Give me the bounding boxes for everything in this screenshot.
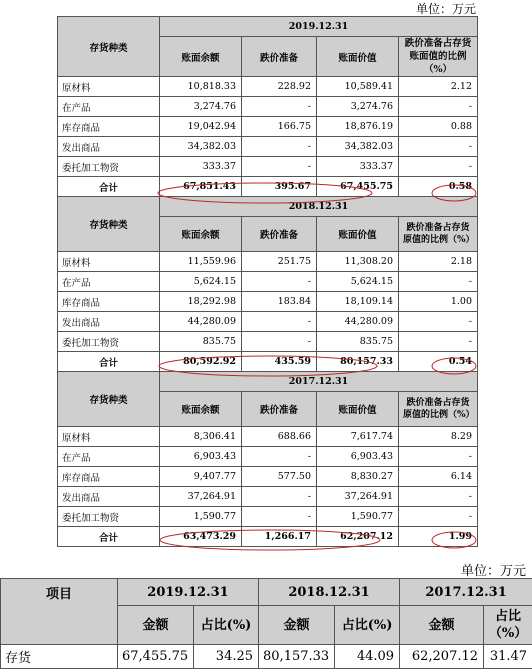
book-value-header: 账面价值: [317, 217, 399, 252]
unit-label-top: 单位：万元: [415, 2, 476, 16]
table-row: 在产品 3,274.76 - 3,274.76 -: [58, 97, 478, 117]
book-value-header: 账面价值: [317, 37, 399, 77]
table-row: 存货 67,455.75 34.25 80,157.33 44.09 62,207.12 31.47: [1, 645, 532, 669]
table-row: 原材料 10,818.33 228.92 10,589.41 2.12: [58, 77, 478, 97]
table-row: 发出商品 34,382.03 - 34,382.03 -: [58, 137, 478, 157]
share-header: 占比(%): [335, 606, 400, 645]
section-date-header: 2019.12.31: [160, 17, 478, 37]
table-row: 原材料 8,306.41 688.66 7,617.74 8.29: [58, 427, 478, 447]
section-2017-date-row: [58, 372, 478, 392]
summary-table: [0, 578, 532, 669]
summary-date-2019: 2019.12.31: [118, 579, 259, 606]
item-header: 项目: [1, 579, 118, 645]
amount-header: 金额: [118, 606, 194, 645]
provision-header: 跌价准备: [242, 392, 317, 427]
share-header: 占比(%): [194, 606, 259, 645]
row-label: 存货: [1, 645, 118, 669]
book-value-header: 账面价值: [317, 392, 399, 427]
book-balance-header: 账面余额: [160, 37, 242, 77]
ratio-header: 跌价准备占存货原值的比例（%）: [399, 392, 478, 427]
section-date-header: 2017.12.31: [160, 372, 478, 392]
table-row: 在产品 5,624.15 - 5,624.15 -: [58, 272, 478, 292]
table-row: 委托加工物资 333.37 - 333.37 -: [58, 157, 478, 177]
amount-header: 金额: [400, 606, 484, 645]
section-2019-date-row: [58, 17, 478, 37]
provision-header: 跌价准备: [242, 37, 317, 77]
summary-date-row: [1, 579, 532, 606]
book-balance-header: 账面余额: [160, 392, 242, 427]
share-header: 占比（%）: [484, 606, 532, 645]
category-header: 存货种类: [58, 372, 160, 427]
summary-date-2017: 2017.12.31: [400, 579, 532, 606]
summary-date-2018: 2018.12.31: [259, 579, 400, 606]
table-row: 原材料 11,559.96 251.75 11,308.20 2.18: [58, 252, 478, 272]
total-row-2018: 合计 80,592.92 435.59 80,157.33 0.54: [58, 352, 478, 372]
table-row: 发出商品 44,280.09 - 44,280.09 -: [58, 312, 478, 332]
unit-label-bottom: 单位：万元: [460, 564, 526, 579]
table-row: 发出商品 37,264.91 - 37,264.91 -: [58, 487, 478, 507]
category-header: 存货种类: [58, 17, 160, 77]
table-row: 在产品 6,903.43 - 6,903.43 -: [58, 447, 478, 467]
ratio-header: 跌价准备占存货原值的比例（%）: [399, 217, 478, 252]
section-2018-date-row: [58, 197, 478, 217]
table-row: 库存商品 19,042.94 166.75 18,876.19 0.88: [58, 117, 478, 137]
inventory-table: [57, 16, 478, 547]
total-row-2019: 合计 67,851.43 395.67 67,455.75 0.58: [58, 177, 478, 197]
section-date-header: 2018.12.31: [160, 197, 478, 217]
book-balance-header: 账面余额: [160, 217, 242, 252]
amount-header: 金额: [259, 606, 335, 645]
table-row: 库存商品 9,407.77 577.50 8,830.27 6.14: [58, 467, 478, 487]
ratio-header: 跌价准备占存货账面值的比例（%）: [399, 37, 478, 77]
table-row: 委托加工物资 835.75 - 835.75 -: [58, 332, 478, 352]
category-header: 存货种类: [58, 197, 160, 252]
table-row: 库存商品 18,292.98 183.84 18,109.14 1.00: [58, 292, 478, 312]
total-row-2017: 合计 63,473.29 1,266.17 62,207.12 1.99: [58, 527, 478, 547]
table-row: 委托加工物资 1,590.77 - 1,590.77 -: [58, 507, 478, 527]
provision-header: 跌价准备: [242, 217, 317, 252]
